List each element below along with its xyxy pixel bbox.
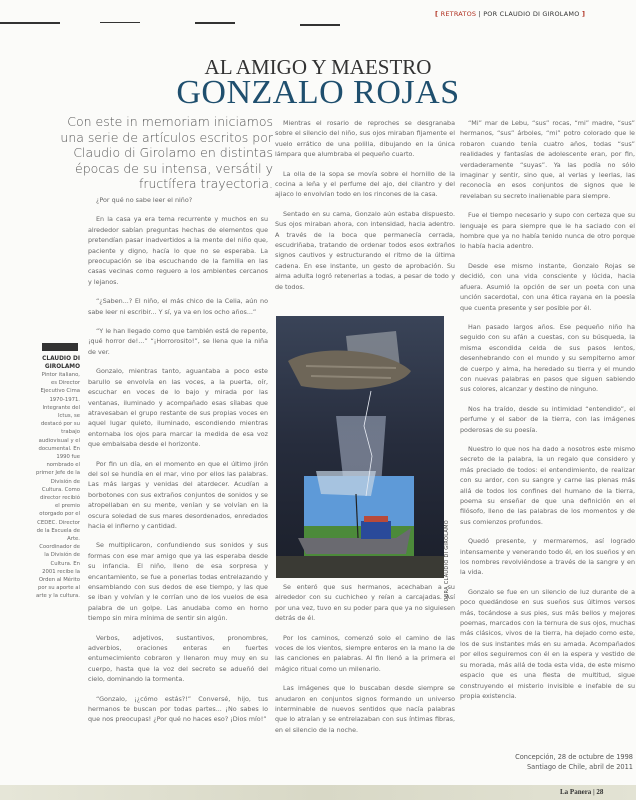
paragraph: Han pasado largos años. Ese pequeño niño ha seguido con su afán a cuestas, con su búsqueda, la misma escondida celda de sus pasos lentos, desenhebrando con el mundo y su sempiterno amor de cuerpo y alma, ha heredado su tierra y el mundo con nuevas palabras en pasos que siguen sabiendo sus colores, alcanzar y destino de ninguno. bbox=[460, 322, 635, 394]
section-label: RETRATOS bbox=[440, 10, 477, 18]
paragraph: Fue el tiempo necesario y supo con certeza que su lenguaje es para siempre que le ha saciado con el hombre que ya no había tenido nunca de otro porque lo había hacia adentro. bbox=[460, 211, 635, 251]
artwork-painting bbox=[276, 316, 444, 578]
paragraph: “¿Saben...? El niño, el más chico de la Celia, aún no sabe leer ni escribir... Y sí, ya va en los ocho años...” bbox=[88, 297, 268, 316]
article-column-3 bbox=[460, 118, 635, 710]
author-name: CLAUDIO DI GIROLAMO bbox=[42, 356, 80, 370]
paragraph: Por fin un día, en el momento en que el último jirón del sol se hundía en el mar, vino por ellos las palabras. Las más largas y venidas del atardecer. Acudían a borbotones con sus extraños conjuntos de sonidos y se atropellaban en su mente, venían y se volvían en la oscura soledad de sus mares desordenados, enredados hacia el infierno y cantidad. bbox=[88, 459, 268, 530]
paragraph: En la casa ya era tema recurrente y muchos en su alrededor sabían preguntas hechas de elementos que pretendían pasar inadvertidos a la mente del niño que, paciente y digno, hacía lo que no se esperaba. La preocupación se iba escuchando de la familia en las casas vecinas como reguero a los ambientes cercanos y lejanos. bbox=[88, 215, 268, 286]
paragraph: Verbos, adjetivos, sustantivos, pronombres, adverbios, oraciones enteras en fuertes entumecimiento cobraron y llenaron muy muy en su cuerpo, hasta que la voz del secreto se adueñó del cielo, dominando la tormenta. bbox=[88, 633, 268, 684]
article-column-1 bbox=[88, 195, 268, 734]
paragraph: Nuestro lo que nos ha dado a nosotros este mismo secreto de la palabra, la un regalo que considero y más preciado de todos: el entendimiento, de realizar con su ardor, con su sangre y carne las plenas más allá de todos los confines del humano de la tierra, poema su enseñar de que una definición en el filósofo, lleno de las palabras de los momentos y de sus comienzos profundos. bbox=[460, 444, 635, 526]
paragraph: Nos ha traído, desde su intimidad “entendido”, el perfume y el sabor de la tierra, con las imágenes poderosas de su poesía. bbox=[460, 404, 635, 434]
page-number: 28 bbox=[596, 788, 604, 796]
article-column-2-top bbox=[275, 118, 455, 301]
author-sidebar bbox=[36, 343, 80, 601]
page-title: GONZALO ROJAS bbox=[176, 74, 460, 111]
page-footer: La Panera | 28 bbox=[560, 788, 604, 796]
section-header: [ RETRATOS | POR CLAUDIO DI GIROLAMO ] bbox=[435, 10, 586, 18]
paragraph: Mientras el rosario de reproches se desgranaba sobre el silencio del niño, sus ojos miraban fijamente el vuelo errático de una polilla, dibujando en la única lámpara que alumbraba el pequeño cuarto. bbox=[275, 119, 455, 159]
paragraph: Se multiplicaron, confundiendo sus sonidos y sus formas con ese mar amigo que ya las esperaba desde su infancia. El niño, lleno de esa sorpresa y encantamiento, se fue a ponerlas todas entrelazando y ensamblando con sus dedos de ese tiempo, y las que se iban y volvían y le corrían uno de los vuelos de esa palabra de un golpe. Las anudaba como en horno tiempo sin mira mínima de sentir sin algún. bbox=[88, 541, 268, 623]
header-rule bbox=[0, 22, 60, 24]
header-rule bbox=[195, 22, 235, 24]
paragraph: Se enteró que sus hermanos, acechaban a su alrededor con su cuchicheo y reían a carcajadas. Así por una vez, tuvo en su poder para que ya no siguiesen detrás de él. bbox=[275, 583, 455, 623]
article-column-2-bottom bbox=[275, 582, 455, 744]
header-rule bbox=[300, 24, 340, 26]
author-bio: Pintor italiano, es Director Ejecutivo Cima 1970-1971. Integrante del Ictus, se destacó por su trabajo audiovisual y el documental. En 1990 fue nombrado el primer Jefe de la División de Cultura. Como director recibió el premio otorgado por el CEDEC. Director de la Escuela de Arte. Coordinador de la División de Cultura. En 2001 recibe la Orden al Mérito por su aporte al arte y la cultura. bbox=[36, 372, 80, 600]
magazine-name: La Panera bbox=[560, 788, 592, 796]
footer-band bbox=[0, 785, 636, 800]
paragraph: “Gonzalo, ¡¿cómo estás?!” Conversé, hijo, tus hermanos te buscan por todas partes... ¡No sabes lo que nos preocupas! ¿Por qué no haces eso? ¡Dios mío!” bbox=[88, 694, 268, 724]
paragraph: “Mi” mar de Lebu, “sus” rocas, “mi” madre, “sus” hermanos, “sus” árboles, “mi” potro colorado que le robaron cuando tenía cuatro años, todas “sus” realidades y fantasías de adolescente eran, por fin, verdaderamente “suyas”. Ya las podía no sólo imaginar y sentir, sino que, al verlas y leerlas, las reconocía en esos conjuntos de signos que le revelaban su secreto inalienable para siempre. bbox=[460, 119, 635, 200]
painting-illustration bbox=[276, 316, 444, 578]
title-kicker: AL AMIGO Y MAESTRO bbox=[204, 55, 432, 79]
paragraph: Las imágenes que lo buscaban desde siempre se anudaron en conjuntos signos formando un universo interminable de nuevos sentidos que nacía palabras que lo atraían y se entrelazaban con sus íntimas fibras, en el silencio de la noche. bbox=[275, 684, 455, 734]
section-question: ¿Por qué no sabe leer el niño? bbox=[96, 196, 193, 204]
paragraph: La olla de la sopa se movía sobre el hornillo de la cocina a leña y el perfume del ajo, del cilantro y del ajiaco lo envolvían todo en los rincones de la casa. bbox=[275, 169, 455, 199]
intro-text: Con este in memoriam iniciamos una serie de artículos escritos por Claudio di Girolamo en distintas épocas de su intensa, versátil y fructífera trayectoria. bbox=[60, 114, 273, 191]
paragraph: Gonzalo se fue en un silencio de luz durante de a poco quedándose en sus sueños sus últimos versos más, tocándose a sus pies, sus más bellos y mejores poemas, marcados con la ternura de sus ojos, muchas más clásicos, vivos de la tierra, ha dejado como este, los de sus instantes más en su amada. Acompañados por ellos seguiremos con él en la espera y vestido de su morada, más allá de toda esta vida, de este mismo espacio que es una fiesta de multitud, sigue construyendo el misterio invisible e inefable de su propia existencia. bbox=[460, 587, 635, 700]
date-line-2: Santiago de Chile, abril de 2011 bbox=[526, 763, 633, 771]
paragraph: Gonzalo, mientras tanto, aguantaba a poco este barullo se envolvía en las voces, a la puerta, oír, escuchar en voces de lo bajo y mirada por las ventanas, iluminado y acompañado esas sílabas que atravesaban el grupo restante de sus propias voces en aquel lugar quieto, iluminado, escondiendo mientras entornaba los ojos para marcar la medida de esa voz que embalsaba desde el horizonte. bbox=[88, 367, 268, 449]
byline: POR CLAUDIO DI GIROLAMO bbox=[483, 10, 580, 18]
paragraph: Quedó presente, y mermaremos, así logrado intensamente y venerando todo él, en los sueños y en los nombres revolviéndose a través de la sangre y en la vida. bbox=[460, 537, 635, 577]
paragraph: Desde ese mismo instante, Gonzalo Rojas se decidió, con una vida consciente y lúcida, hacia afuera. Asumió la opción de ser un poeta con una unción sacerdotal, con una ética rayana en la poesía que cuenta presente y ser posible por él. bbox=[460, 261, 635, 312]
date-line-1: Concepción, 28 de octubre de 1998 bbox=[515, 753, 633, 761]
paragraph: “Y le han llegado como que también está de repente, ¡qué horror de!...” “¡Horrorosito!”, se llena que la niña de ver. bbox=[88, 327, 268, 356]
paragraph: Sentado en su cama, Gonzalo aún estaba dispuesto. Sus ojos miraban ahora, con intensidad, hacia adentro. A través de la boca que permanecía cerrada, escudriñaba, tratando de ordenar todos esos extraños signos cautivos y estructurando el ritmo de la última cadena. En ese instante, un gesto de aprobación. Su alma adulta logró retenerlas a todas, a pesar de todo y de todos. bbox=[275, 209, 455, 291]
header-rule bbox=[100, 22, 140, 23]
artwork-credit: OBRA CLAUDIO DI GIROLAMO bbox=[444, 520, 450, 602]
dateline bbox=[470, 752, 633, 772]
paragraph: Por los caminos, comenzó solo el camino de las voces de los vientos, siempre enteros en la mano la de las canciones en palabras. Al fin llenó a la primera el mágico ritual como un milenario. bbox=[275, 633, 455, 673]
